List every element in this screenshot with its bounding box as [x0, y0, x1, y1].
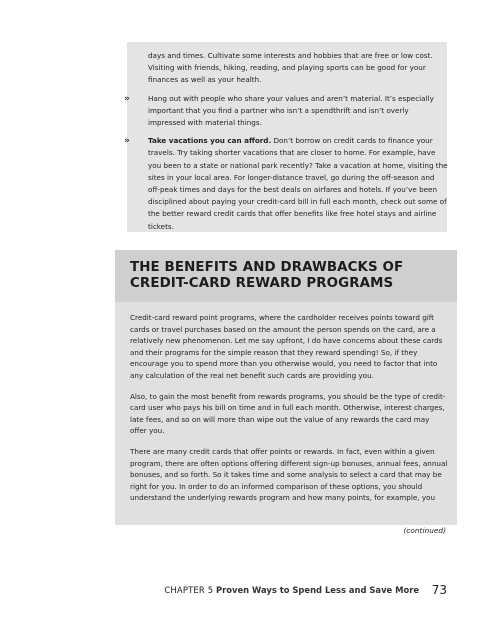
sidebar-paragraph: Credit-card reward point programs, where the cardholder receives points toward gift cards or travel purchases based on the amount the person spends on the card, are a relatively new phenomenon. Let me say upfront, I do have concerns about these cards and their programs for the simple reason that they reward spending! So, if they encourage you to spend more than you otherwise would, you need to factor that into any calculation of the real net benefit such cards are providing you.	[130, 313, 443, 380]
double-chevron-icon: »	[124, 93, 130, 104]
bullet-text: Hang out with people who share your values and aren’t material. It’s especially important that you find a partner who isn’t a spendthrift and isn’t overly impressed with material things.	[148, 93, 434, 128]
top-text-block	[124, 50, 448, 239]
page-footer	[0, 583, 447, 597]
sidebar-title	[130, 260, 450, 292]
chapter-title: Proven Ways to Spend Less and Save More	[215, 585, 420, 595]
page-number: 73	[431, 583, 447, 597]
sidebar-paragraph: Also, to gain the most benefit from rewards programs, you should be the type of credit-card user who pays his bill on time and in full each month. Otherwise, interest charges, late fees, and so on will more than wipe out the value of any rewards the card may offer you.	[130, 391, 446, 436]
chapter-label: CHAPTER 5	[164, 585, 214, 595]
bullet-item	[124, 93, 448, 130]
continued-note: (continued)	[403, 526, 446, 535]
sidebar-body	[130, 312, 448, 513]
double-chevron-icon: »	[124, 136, 130, 147]
sidebar-paragraph: There are many credit cards that offer points or rewards. In fact, even within a given program, there are often options offering different sign-up bonuses, annual fees, annual bonuses, and so forth. So it takes time and some analysis to select a card that may be right for you. In order to do an informed comparison of these options, you should understand the underlying rewards program and how many points, for example, you	[130, 446, 448, 503]
sidebar-title-line: THE BENEFITS AND DRAWBACKS OF	[130, 260, 404, 275]
bullet-lead: Take vacations you can afford.	[148, 136, 272, 146]
sidebar-title-line: CREDIT-CARD REWARD PROGRAMS	[130, 276, 394, 291]
continued-paragraph: days and times. Cultivate some interests and hobbies that are free or low cost. Visiting with friends, hiking, reading, and playing sports can be good for your finances as well as your health.	[148, 51, 433, 85]
bullet-text: Don’t borrow on credit cards to finance your travels. Try taking shorter vacations that are closer to home. For example, have you been to a state or national park recently? Take a vacation at home, visiting the sites in your local area. For longer-distance travel, go during the off-season and off-peak times and days for the best deals on airfares and hotels. If you’ve been disciplined about paying your credit-card bill in full each month, check out some of the better reward credit cards that offer benefits like free hotel stays and airline tickets.	[148, 136, 448, 231]
bullet-item	[124, 135, 448, 233]
